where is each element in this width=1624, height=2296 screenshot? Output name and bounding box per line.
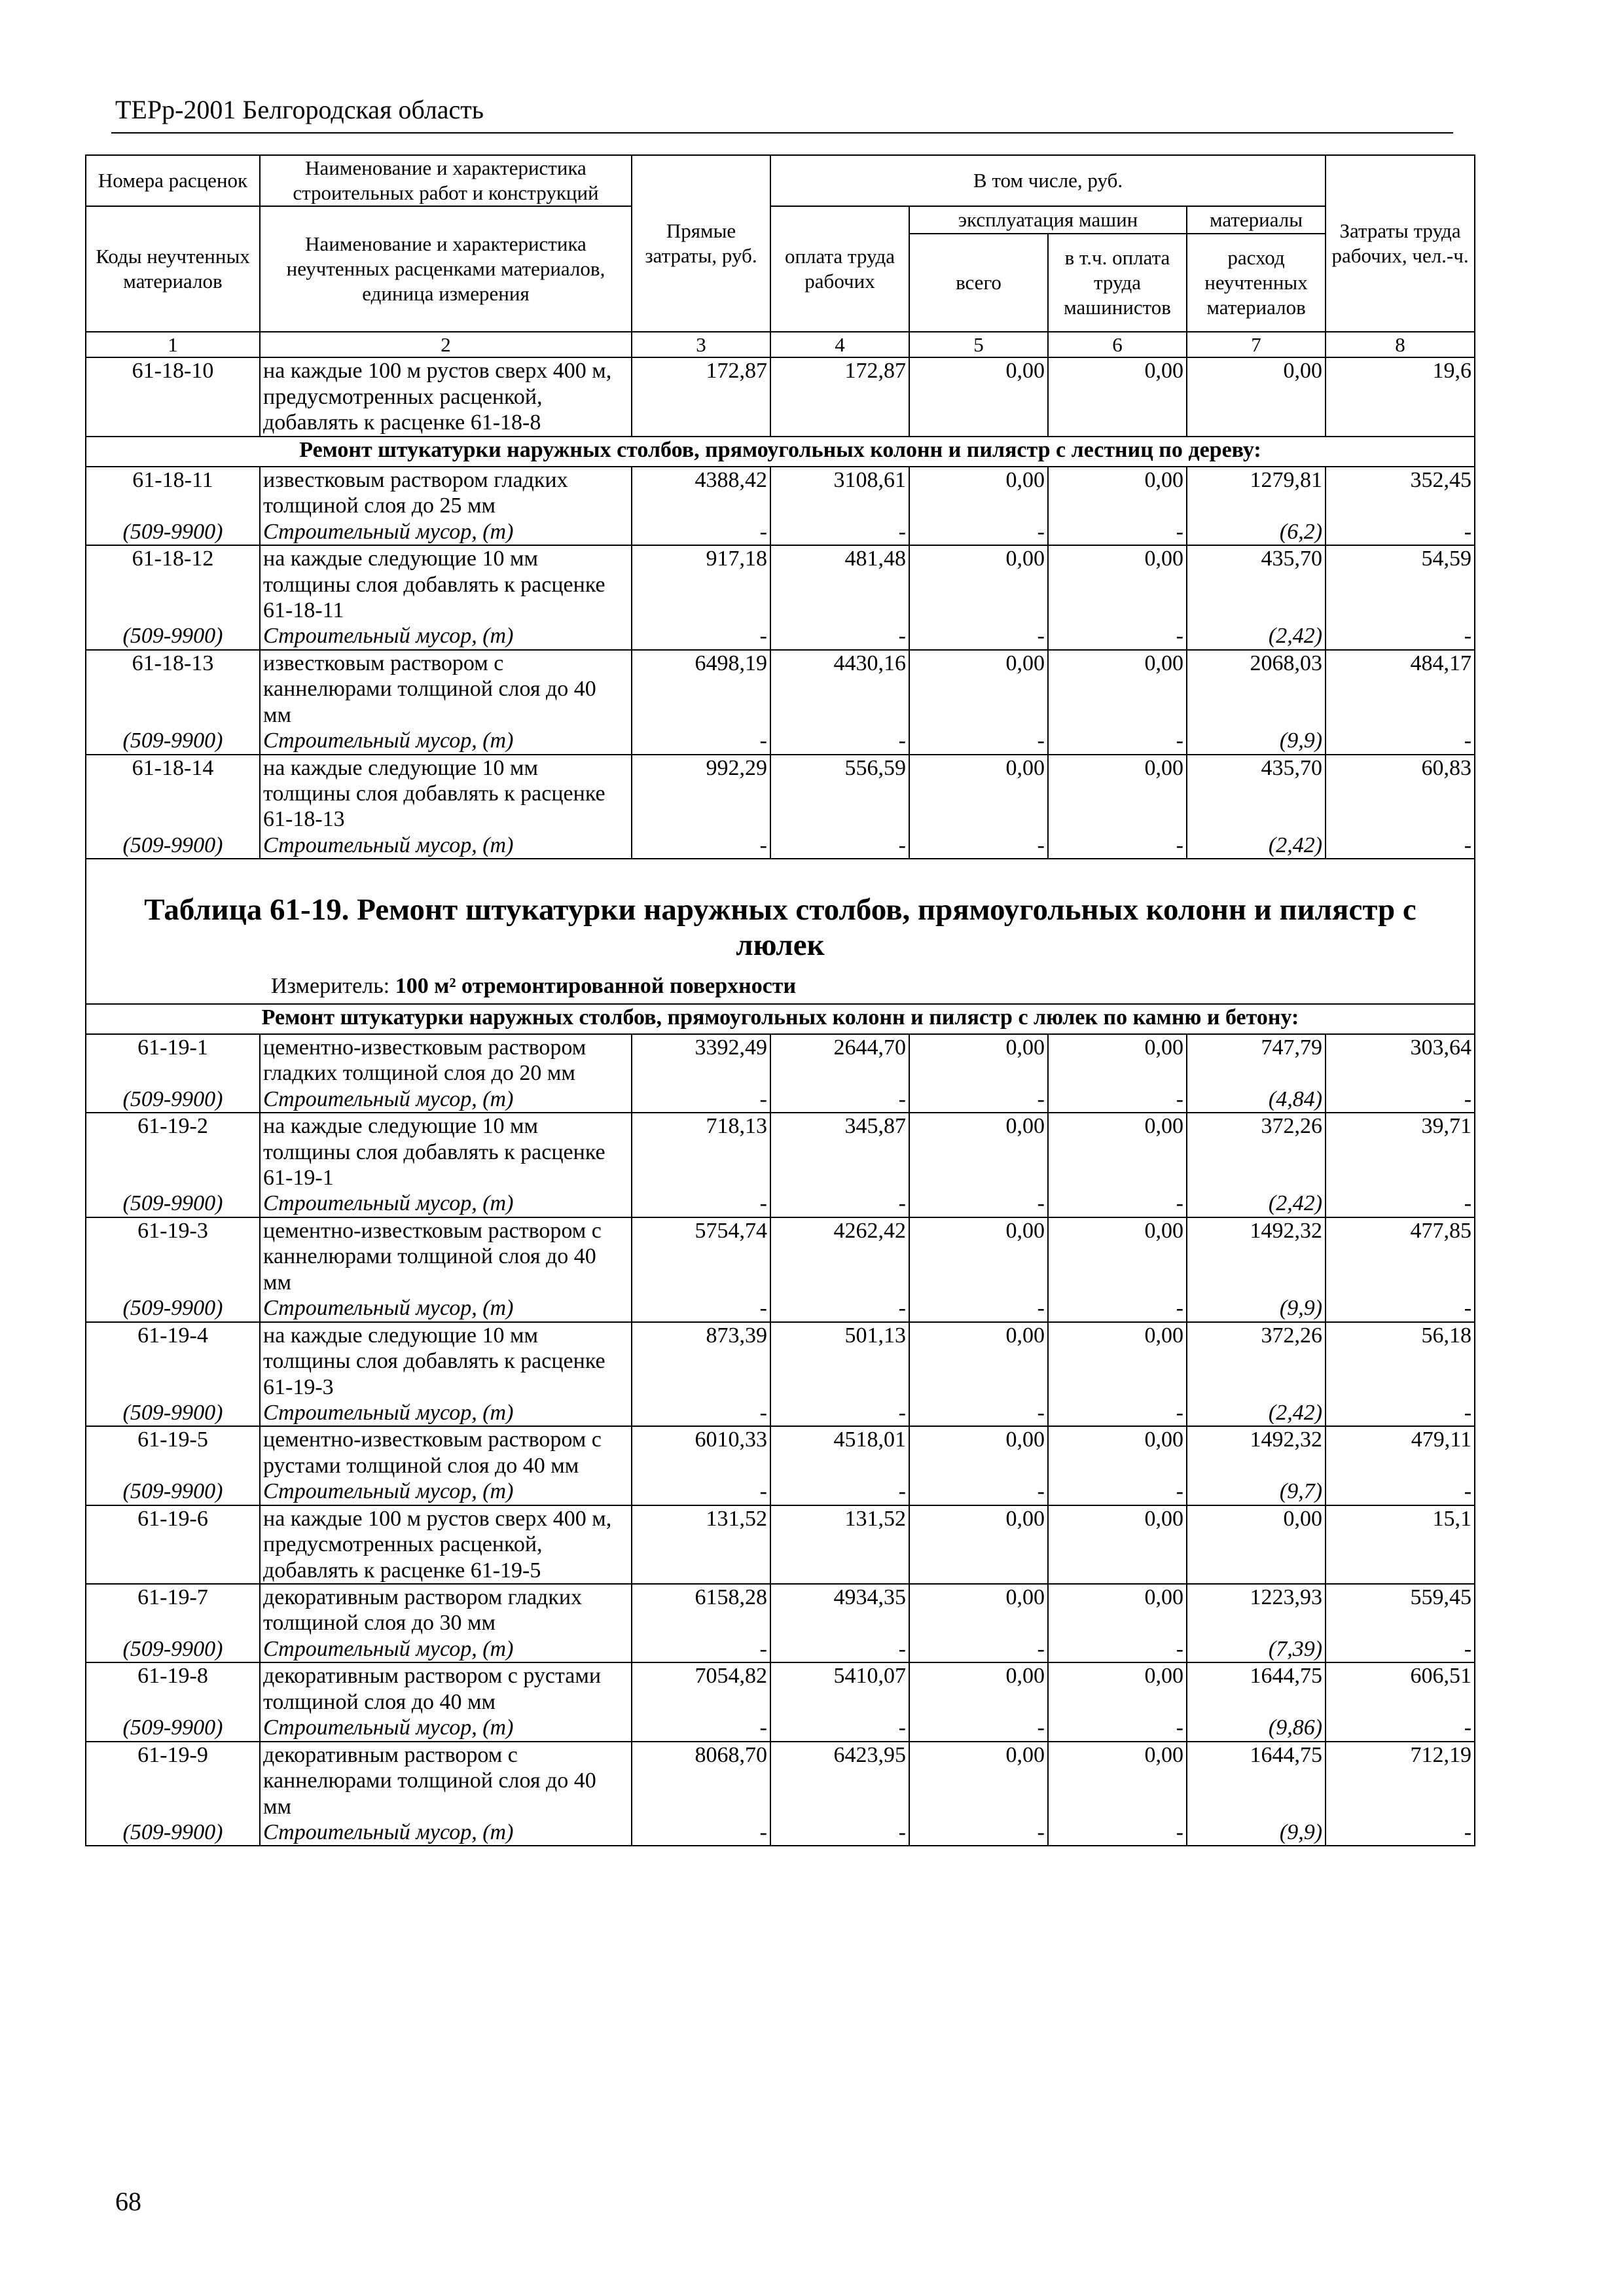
rate-code: 61-19-5	[86, 1426, 260, 1479]
rate-value: 1644,75	[1187, 1742, 1326, 1820]
rate-value: 0,00	[1048, 1034, 1187, 1086]
rate-value: 718,13	[632, 1113, 770, 1191]
rate-value: 0,00	[1048, 1742, 1187, 1820]
material-row	[86, 1191, 1475, 1217]
material-value: (2,42)	[1187, 1191, 1326, 1217]
material-value: -	[1048, 623, 1187, 649]
rows-section-1	[86, 467, 1475, 859]
rate-value: 873,39	[632, 1322, 770, 1400]
rate-value: 0,00	[1048, 545, 1187, 623]
material-value: -	[632, 519, 770, 545]
rate-value: 352,45	[1326, 467, 1475, 519]
material-value: -	[632, 1715, 770, 1741]
material-description: Строительный мусор, (т)	[260, 1295, 632, 1321]
material-description: Строительный мусор, (т)	[260, 1086, 632, 1113]
rate-description: на каждые 100 м рустов сверх 400 м, предусмотренных расценкой, добавлять к расценке 61-19-5	[260, 1505, 632, 1584]
material-row	[86, 1820, 1475, 1846]
header-rule	[111, 132, 1453, 134]
table-row	[86, 1034, 1475, 1086]
material-code: (509-9900)	[86, 833, 260, 859]
col-code-top: Номера расценок	[86, 155, 260, 206]
material-row	[86, 728, 1475, 754]
table-row	[86, 650, 1475, 728]
col-incl: В том числе, руб.	[770, 155, 1326, 206]
rate-value: 1492,32	[1187, 1217, 1326, 1295]
rate-description: на каждые следующие 10 мм толщины слоя добавлять к расценке 61-19-3	[260, 1322, 632, 1400]
rate-value: 15,1	[1326, 1505, 1475, 1584]
rate-value: 4518,01	[770, 1426, 909, 1479]
rate-description: цементно-известковым раствором гладких толщиной слоя до 20 мм	[260, 1034, 632, 1086]
rate-code: 61-19-1	[86, 1034, 260, 1086]
rate-value: 0,00	[909, 1505, 1048, 1584]
col-direct: Прямые затраты, руб.	[632, 155, 770, 332]
col-materials: материалы	[1187, 206, 1326, 234]
rate-value: 6498,19	[632, 650, 770, 728]
material-value: -	[632, 1400, 770, 1426]
table-61-19-heading	[86, 859, 1475, 1034]
rate-value: 477,85	[1326, 1217, 1475, 1295]
rate-description: известковым раствором гладких толщиной слоя до 25 мм	[260, 467, 632, 519]
rows-section-2	[86, 1034, 1475, 1846]
rate-value: 0,00	[909, 467, 1048, 519]
rate-value: 435,70	[1187, 755, 1326, 833]
material-value: -	[1326, 519, 1475, 545]
material-description: Строительный мусор, (т)	[260, 519, 632, 545]
material-value: -	[1048, 833, 1187, 859]
col-num: 5	[909, 332, 1048, 358]
col-name-top: Наименование и характеристика строительных работ и конструкций	[260, 155, 632, 206]
material-value: -	[1048, 1191, 1187, 1217]
material-code: (509-9900)	[86, 519, 260, 545]
rate-value: 0,00	[1048, 1217, 1187, 1295]
section-1	[86, 437, 1475, 467]
material-value: -	[770, 1400, 909, 1426]
rate-code: 61-19-8	[86, 1662, 260, 1715]
table-row	[86, 1662, 1475, 1715]
rate-value: 501,13	[770, 1322, 909, 1400]
rate-value: 1492,32	[1187, 1426, 1326, 1479]
rate-description: декоративным раствором с каннелюрами толщиной слоя до 40 мм	[260, 1742, 632, 1820]
rate-value: 1223,93	[1187, 1584, 1326, 1636]
rate-description: на каждые следующие 10 мм толщины слоя добавлять к расценке 61-19-1	[260, 1113, 632, 1191]
material-value: -	[770, 728, 909, 754]
rate-code: 61-19-4	[86, 1322, 260, 1400]
rate-value: 2644,70	[770, 1034, 909, 1086]
rate-value: 4262,42	[770, 1217, 909, 1295]
rate-value: 0,00	[1048, 467, 1187, 519]
material-row	[86, 1400, 1475, 1426]
material-row	[86, 1715, 1475, 1741]
rate-value: 0,00	[1048, 1662, 1187, 1715]
rate-value: 5410,07	[770, 1662, 909, 1715]
material-value: (2,42)	[1187, 623, 1326, 649]
col-machines: эксплуатация машин	[909, 206, 1187, 234]
rate-value: 0,00	[1048, 357, 1187, 436]
material-value: -	[632, 623, 770, 649]
rate-value: 0,00	[909, 1034, 1048, 1086]
material-value: -	[770, 833, 909, 859]
rate-description: на каждые следующие 10 мм толщины слоя добавлять к расценке 61-18-11	[260, 545, 632, 623]
rate-value: 8068,70	[632, 1742, 770, 1820]
rate-code: 61-18-12	[86, 545, 260, 623]
table-row	[86, 1217, 1475, 1295]
material-value: -	[1326, 1715, 1475, 1741]
rate-value: 4388,42	[632, 467, 770, 519]
material-value: -	[1048, 1715, 1187, 1741]
rate-value: 0,00	[909, 1742, 1048, 1820]
material-value: -	[1326, 1191, 1475, 1217]
rate-value: 0,00	[909, 650, 1048, 728]
material-value: -	[632, 1820, 770, 1846]
rate-value: 484,17	[1326, 650, 1475, 728]
rate-code: 61-19-2	[86, 1113, 260, 1191]
col-num: 8	[1326, 332, 1475, 358]
table-row	[86, 1113, 1475, 1191]
col-num: 4	[770, 332, 909, 358]
rate-value: 60,83	[1326, 755, 1475, 833]
table-row	[86, 1742, 1475, 1820]
material-value: -	[632, 833, 770, 859]
rate-description: на каждые 100 м рустов сверх 400 м, предусмотренных расценкой, добавлять к расценке 61-18-8	[260, 357, 632, 436]
rate-value: 0,00	[1048, 1322, 1187, 1400]
material-value: -	[1048, 1479, 1187, 1505]
table-row	[86, 755, 1475, 833]
material-value: -	[770, 1636, 909, 1662]
rate-value: 372,26	[1187, 1322, 1326, 1400]
col-num: 1	[86, 332, 260, 358]
material-value: -	[1326, 728, 1475, 754]
rate-value: 0,00	[1048, 755, 1187, 833]
col-num: 2	[260, 332, 632, 358]
rate-value: 435,70	[1187, 545, 1326, 623]
material-value: -	[909, 519, 1048, 545]
table-row	[86, 545, 1475, 623]
material-value: -	[632, 1636, 770, 1662]
rate-value: 6010,33	[632, 1426, 770, 1479]
price-table	[85, 154, 1475, 1846]
material-code: (509-9900)	[86, 1295, 260, 1321]
rate-value: 345,87	[770, 1113, 909, 1191]
material-value: (9,9)	[1187, 1820, 1326, 1846]
material-value: -	[1326, 1636, 1475, 1662]
material-value: -	[1048, 519, 1187, 545]
table-row	[86, 357, 1475, 436]
col-num: 3	[632, 332, 770, 358]
col-materials-sub: расход неучтенных материалов	[1187, 234, 1326, 332]
rate-code: 61-19-3	[86, 1217, 260, 1295]
material-value: -	[632, 728, 770, 754]
material-value: (9,9)	[1187, 728, 1326, 754]
rate-value: 172,87	[770, 357, 909, 436]
material-description: Строительный мусор, (т)	[260, 1636, 632, 1662]
material-value: -	[770, 1086, 909, 1113]
material-value: -	[770, 1820, 909, 1846]
material-value: -	[1326, 1400, 1475, 1426]
rate-value: 481,48	[770, 545, 909, 623]
rate-value: 2068,03	[1187, 650, 1326, 728]
rate-description: известковым раствором с каннелюрами толщиной слоя до 40 мм	[260, 650, 632, 728]
rate-value: 56,18	[1326, 1322, 1475, 1400]
rate-value: 0,00	[909, 357, 1048, 436]
col-wages: оплата труда рабочих	[770, 206, 909, 332]
rate-value: 0,00	[909, 545, 1048, 623]
material-code: (509-9900)	[86, 1191, 260, 1217]
rate-code: 61-19-7	[86, 1584, 260, 1636]
material-value: (2,42)	[1187, 1400, 1326, 1426]
material-value: -	[909, 1636, 1048, 1662]
table-row	[86, 1584, 1475, 1636]
rate-value: 3108,61	[770, 467, 909, 519]
meter-label: Измеритель:	[271, 974, 390, 999]
table-row	[86, 1505, 1475, 1584]
rate-value: 1279,81	[1187, 467, 1326, 519]
material-code: (509-9900)	[86, 1715, 260, 1741]
rate-value: 54,59	[1326, 545, 1475, 623]
material-value: -	[909, 623, 1048, 649]
material-value: -	[770, 1715, 909, 1741]
rate-code: 61-19-6	[86, 1505, 260, 1584]
rate-value: 131,52	[770, 1505, 909, 1584]
rate-value: 606,51	[1326, 1662, 1475, 1715]
material-value: -	[1326, 833, 1475, 859]
material-row	[86, 1479, 1475, 1505]
material-code: (509-9900)	[86, 623, 260, 649]
col-labor: Затраты труда рабочих, чел.-ч.	[1326, 155, 1475, 332]
material-value: (6,2)	[1187, 519, 1326, 545]
rate-code: 61-18-14	[86, 755, 260, 833]
table-title: Таблица 61-19. Ремонт штукатурки наружных столбов, прямоугольных колонн и пилястр с люлек	[144, 893, 1416, 963]
rate-code: 61-18-11	[86, 467, 260, 519]
material-description: Строительный мусор, (т)	[260, 623, 632, 649]
material-row	[86, 1636, 1475, 1662]
rate-value: 1644,75	[1187, 1662, 1326, 1715]
material-value: (9,86)	[1187, 1715, 1326, 1741]
material-code: (509-9900)	[86, 1820, 260, 1846]
table-row	[86, 467, 1475, 519]
material-value: -	[909, 1191, 1048, 1217]
rate-value: 747,79	[1187, 1034, 1326, 1086]
table-row	[86, 1322, 1475, 1400]
material-description: Строительный мусор, (т)	[260, 1820, 632, 1846]
rate-value: 712,19	[1326, 1742, 1475, 1820]
material-description: Строительный мусор, (т)	[260, 833, 632, 859]
material-value: (9,9)	[1187, 1295, 1326, 1321]
col-name-bottom: Наименование и характеристика неучтенных расценками материалов, единица измерения	[260, 206, 632, 332]
col-num: 7	[1187, 332, 1326, 358]
material-value: -	[632, 1295, 770, 1321]
material-value: -	[632, 1191, 770, 1217]
rate-description: на каждые следующие 10 мм толщины слоя добавлять к расценке 61-18-13	[260, 755, 632, 833]
rate-value: 0,00	[909, 1322, 1048, 1400]
material-value: -	[909, 1086, 1048, 1113]
material-code: (509-9900)	[86, 1636, 260, 1662]
material-value: -	[909, 728, 1048, 754]
rate-value: 0,00	[1048, 650, 1187, 728]
rows-first	[86, 357, 1475, 436]
rate-value: 4430,16	[770, 650, 909, 728]
rate-value: 479,11	[1326, 1426, 1475, 1479]
material-value: -	[909, 1400, 1048, 1426]
material-value: -	[1326, 1086, 1475, 1113]
material-value: -	[909, 1820, 1048, 1846]
material-row	[86, 833, 1475, 859]
rate-value: 6158,28	[632, 1584, 770, 1636]
running-header: ТЕРр-2001 Белгородская область	[115, 95, 484, 124]
material-code: (509-9900)	[86, 1479, 260, 1505]
material-value: -	[770, 623, 909, 649]
rate-value: 0,00	[909, 1426, 1048, 1479]
material-value: -	[770, 1479, 909, 1505]
rate-value: 0,00	[909, 755, 1048, 833]
material-value: -	[1048, 1400, 1187, 1426]
rate-value: 0,00	[1048, 1113, 1187, 1191]
col-num: 6	[1048, 332, 1187, 358]
table-row	[86, 1426, 1475, 1479]
material-value: -	[1048, 1086, 1187, 1113]
rate-value: 4934,35	[770, 1584, 909, 1636]
rate-value: 0,00	[1048, 1505, 1187, 1584]
rate-value: 0,00	[1048, 1426, 1187, 1479]
material-description: Строительный мусор, (т)	[260, 1400, 632, 1426]
material-value: (2,42)	[1187, 833, 1326, 859]
rate-code: 61-19-9	[86, 1742, 260, 1820]
material-description: Строительный мусор, (т)	[260, 1191, 632, 1217]
rate-description: цементно-известковым раствором с каннелюрами толщиной слоя до 40 мм	[260, 1217, 632, 1295]
material-description: Строительный мусор, (т)	[260, 1715, 632, 1741]
material-description: Строительный мусор, (т)	[260, 728, 632, 754]
meter-value: 100 м² отремонтированной поверхности	[395, 974, 797, 999]
rate-value: 6423,95	[770, 1742, 909, 1820]
material-value: -	[1048, 1295, 1187, 1321]
rate-description: цементно-известковым раствором с рустами толщиной слоя до 40 мм	[260, 1426, 632, 1479]
material-value: -	[770, 519, 909, 545]
rate-value: 0,00	[909, 1662, 1048, 1715]
rate-value: 3392,49	[632, 1034, 770, 1086]
rate-value: 992,29	[632, 755, 770, 833]
rate-value: 172,87	[632, 357, 770, 436]
meter-line	[86, 963, 1474, 1003]
rate-value: 0,00	[1187, 357, 1326, 436]
material-value: -	[909, 1479, 1048, 1505]
rate-value: 39,71	[1326, 1113, 1475, 1191]
material-row	[86, 519, 1475, 545]
col-machines-wages: в т.ч. оплата труда машинистов	[1048, 234, 1187, 332]
material-value: -	[909, 1715, 1048, 1741]
material-code: (509-9900)	[86, 728, 260, 754]
rate-description: декоративным раствором с рустами толщиной слоя до 40 мм	[260, 1662, 632, 1715]
material-code: (509-9900)	[86, 1086, 260, 1113]
material-description: Строительный мусор, (т)	[260, 1479, 632, 1505]
section-heading: Ремонт штукатурки наружных столбов, прямоугольных колонн и пилястр с люлек по камню и бетону:	[86, 1004, 1475, 1034]
rate-value: 0,00	[1048, 1584, 1187, 1636]
rate-code: 61-18-10	[86, 357, 260, 436]
material-row	[86, 1295, 1475, 1321]
material-row	[86, 1086, 1475, 1113]
material-value: -	[909, 833, 1048, 859]
rate-code: 61-18-13	[86, 650, 260, 728]
material-value: (9,7)	[1187, 1479, 1326, 1505]
rate-value: 303,64	[1326, 1034, 1475, 1086]
rate-value: 131,52	[632, 1505, 770, 1584]
material-value: (7,39)	[1187, 1636, 1326, 1662]
rate-value: 7054,82	[632, 1662, 770, 1715]
rate-value: 559,45	[1326, 1584, 1475, 1636]
material-value: (4,84)	[1187, 1086, 1326, 1113]
rate-value: 0,00	[909, 1584, 1048, 1636]
rate-value: 5754,74	[632, 1217, 770, 1295]
material-value: -	[770, 1295, 909, 1321]
material-row	[86, 623, 1475, 649]
material-value: -	[632, 1479, 770, 1505]
page-number: 68	[115, 2187, 141, 2216]
table-header	[86, 155, 1475, 357]
rate-value: 372,26	[1187, 1113, 1326, 1191]
material-code: (509-9900)	[86, 1400, 260, 1426]
rate-value: 556,59	[770, 755, 909, 833]
material-value: -	[632, 1086, 770, 1113]
rate-value: 0,00	[909, 1113, 1048, 1191]
col-code-bottom: Коды неучтенных материалов	[86, 206, 260, 332]
section-heading: Ремонт штукатурки наружных столбов, прямоугольных колонн и пилястр с лестниц по дереву:	[86, 437, 1475, 467]
col-machines-total: всего	[909, 234, 1048, 332]
material-value: -	[1326, 1820, 1475, 1846]
material-value: -	[1048, 728, 1187, 754]
material-value: -	[1326, 1479, 1475, 1505]
rate-value: 0,00	[909, 1217, 1048, 1295]
material-value: -	[909, 1295, 1048, 1321]
material-value: -	[770, 1191, 909, 1217]
rate-value: 19,6	[1326, 357, 1475, 436]
column-numbers-row	[86, 332, 1475, 358]
material-value: -	[1326, 1295, 1475, 1321]
material-value: -	[1048, 1820, 1187, 1846]
rate-description: декоративным раствором гладких толщиной слоя до 30 мм	[260, 1584, 632, 1636]
rate-value: 917,18	[632, 545, 770, 623]
material-value: -	[1048, 1636, 1187, 1662]
material-value: -	[1326, 623, 1475, 649]
rate-value: 0,00	[1187, 1505, 1326, 1584]
